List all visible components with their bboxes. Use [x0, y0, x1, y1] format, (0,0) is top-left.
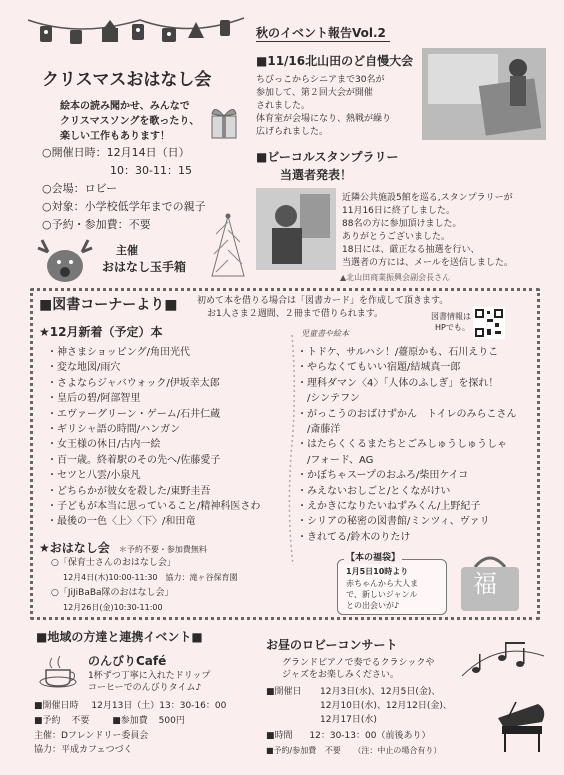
book-item: ・かぼちゃスープのおふろ/柴田ケイコ — [297, 470, 469, 482]
library-intro-2: お1人さま２週間、２冊まで借りられます。 — [207, 309, 384, 319]
coffee-cup-icon — [38, 652, 82, 692]
lucky-bag-title: 【本の福袋】 — [346, 553, 401, 563]
qr-label-1: 図書情報は — [431, 312, 471, 321]
christmas-organizer-label: 主催 — [116, 244, 138, 257]
lucky-bag-text-1: 1月5日10時より — [346, 567, 409, 576]
book-item: ・女王様の休日/古内一絵 — [47, 439, 161, 451]
cafe-organizer: 主催：Dフレンドリー委員会 — [34, 731, 149, 741]
concert-desc-1: グランドピアノで奏でるクラシックや — [282, 658, 435, 668]
book-item: ・皇后の碧/阿部智里 — [47, 393, 141, 405]
music-notes-icon — [458, 636, 548, 692]
concert-desc-2: ジャズをお楽しみください。 — [282, 670, 399, 680]
event1-title: ■11/16北山田のど自慢大会 — [256, 54, 414, 68]
cafe-date-label: ■開催日時 — [34, 701, 79, 711]
event2-text-3: 88名の方に参加頂けました。 — [342, 219, 462, 229]
piano-icon — [494, 696, 548, 758]
concert-date-3: 12月17日(水) — [320, 715, 377, 725]
book-item: ・エヴァーグリーン・ゲーム/石井仁蔵 — [47, 408, 221, 420]
event2-text-5: 18日には、厳正なる抽選を行い、 — [342, 245, 480, 255]
christmas-title: クリスマスおはなし会 — [42, 70, 212, 90]
christmas-fee: ○予約・参加費：不要 — [42, 218, 151, 231]
event1-text-5: 広げられました。 — [256, 127, 329, 137]
book-item: ・理科ダマン〈4〉「人体のふしぎ」を探れ！ — [297, 377, 499, 389]
lucky-bag-text-2: 赤ちゃんから大人ま — [346, 579, 418, 588]
book-item: ・ギリシャ語の時間/ハンガン — [47, 424, 181, 436]
cafe-reserve — [34, 715, 185, 727]
book-item: ・はたらくくるまたちとごみしゅうしゅうしゃ — [297, 439, 507, 451]
book-item: /シンテフン — [297, 393, 360, 405]
christmas-section — [20, 8, 252, 290]
concert-fee — [266, 745, 441, 756]
event1-text-2: 参加して、第２回大会が開催 — [256, 88, 373, 98]
book-item: ・えかきになりたいねずみくん/上野紀子 — [297, 501, 481, 513]
book-item: /斎藤洋 — [297, 424, 341, 436]
book-item: ・最後の一色〈上〉〈下〉/和田竜 — [47, 516, 196, 528]
book-item: ・セツと八雲/小泉凡 — [47, 470, 141, 482]
cafe-date-value: 12月13日（土）13：30-16：00 — [91, 701, 227, 711]
concert-time-value: 12：30-13：00（前後あり） — [309, 731, 431, 741]
event1-text-3: されました。 — [256, 101, 311, 111]
community-header: ■地域の方達と連携イベント■ — [36, 630, 203, 644]
book-item: ・シリアの秘密の図書館/ミンツィ、ヴァリ — [297, 516, 490, 528]
qr-code-icon[interactable] — [473, 307, 505, 339]
lucky-bag-text-3: で、新しいジャンル — [346, 590, 418, 599]
concert-section — [262, 626, 552, 772]
book-item: ・きれてる/鈴木のりたけ — [297, 531, 411, 543]
left-book-list — [47, 345, 260, 530]
library-section — [30, 288, 540, 620]
event2-text-1: 近隣公共施設5館を巡る,スタンプラリーが — [342, 193, 513, 203]
library-header: ■図書コーナーより■ — [39, 297, 178, 313]
cafe-fee-value: 500円 — [158, 716, 185, 726]
christmas-date: ○開催日時：12月14日（日） — [42, 146, 190, 159]
cafe-title: のんびりCafé — [88, 654, 167, 668]
session2-name: ○「JiJiBaBa隊のおはなし会」 — [51, 588, 174, 598]
cafe-desc-2: コーヒーでのんびりタイム♪ — [88, 683, 202, 693]
book-item: ・子どもが本当に思っていること/精神科医さわ — [47, 501, 261, 513]
credit-text: 北山田商業振興会副会長さん — [346, 273, 451, 282]
right-book-list — [297, 345, 517, 545]
book-item: ・どちらかが彼女を殺した/東野圭吾 — [47, 485, 211, 497]
session1-name: ○「保育士さんのおはなし会」 — [51, 558, 176, 568]
concert-time — [266, 730, 430, 742]
book-item: ・みえないおしごと/とくながけい — [297, 485, 451, 497]
cafe-cooperation: 協力：平成カフェつづく — [34, 745, 133, 755]
qr-label-2: HPでも。 — [435, 323, 470, 332]
storytime-title: ★おはなし会 — [39, 541, 110, 555]
kids-label: 児童書や絵本 — [301, 329, 349, 338]
event2-text-4: ありがとうございました。 — [342, 232, 451, 242]
book-item: ・さよならジャバウォック/伊坂幸太郎 — [47, 377, 220, 389]
lucky-bag-callout — [337, 553, 447, 615]
concert-fee-value: 不要 — [324, 746, 341, 755]
book-item: ・百一歳。終着駅のその先へ/佐藤愛子 — [47, 454, 221, 466]
event2-title-1: ■ビーコルスタンプラリー — [256, 150, 399, 164]
reindeer-icon — [34, 234, 96, 286]
event2-text-2: 11月16日に終了しました。 — [342, 206, 455, 216]
event2-title-2: 当選者発表！ — [280, 168, 353, 182]
autumn-section — [252, 8, 552, 290]
lucky-bag-kanji: 福 — [473, 570, 497, 598]
concert-header: お昼のロビーコンサート — [266, 638, 398, 652]
christmas-desc-2: クリスマスソングを歌ったり、 — [60, 116, 200, 127]
session1-time: 12月4日(木)10:00-11:30 協力：滝ヶ谷保育園 — [63, 573, 238, 582]
christmas-time: 10：30-11：15 — [110, 164, 192, 177]
gift-icon — [206, 102, 242, 142]
library-intro-1: 初めて本を借りる場合は「図書カード」を作成して頂きます。 — [197, 296, 449, 306]
community-section — [30, 626, 258, 772]
cafe-desc-1: 1杯ずつ丁寧に入れたドリップ — [88, 671, 211, 681]
event2-text-6: 当選者の方には、メールを送信しました。 — [342, 258, 513, 268]
book-item: ・トドケ、サルハシ！/薹原かも、石川えりこ — [297, 347, 499, 358]
christmas-place: ○会場：ロビー — [42, 182, 118, 195]
event1-text-1: ちびっこからシニアまで30名が — [256, 75, 385, 85]
christmas-desc-1: 絵本の読み聞かせ、みんなで — [60, 101, 190, 112]
new-books-title: ★12月新着（予定）本 — [39, 325, 163, 339]
book-item: ・神さまショッピング/角田光代 — [47, 347, 190, 358]
storytime-heading — [39, 537, 207, 556]
book-item: ・変な地図/雨穴 — [47, 362, 121, 374]
storytime-note: ＊予約不要・参加費無料 — [118, 545, 207, 554]
concert-fee-note: （注：中止の場合有り） — [353, 746, 442, 755]
christmas-tree-icon — [208, 212, 248, 284]
autumn-header: 秋のイベント報告Vol.2 — [256, 26, 390, 42]
cafe-fee-label: ■参加費 — [112, 716, 148, 726]
christmas-target: ○対象：小学校低学年までの親子 — [42, 200, 206, 213]
christmas-garland-icon — [20, 8, 252, 56]
book-item: /フォード、AG — [297, 454, 374, 466]
concert-date-2: 12月10日(水)、12月12日(金)、 — [320, 701, 452, 711]
christmas-organizer: おはなし玉手箱 — [102, 260, 187, 274]
event2-photo — [256, 188, 336, 270]
book-item: ・やらなくてもいい宿題/結城真一郎 — [297, 362, 461, 374]
session2-time: 12月26日(金)10:30-11:00 — [63, 603, 163, 612]
cafe-date — [34, 700, 226, 712]
concert-time-label: ■時間 — [266, 731, 293, 741]
concert-date-1: 12月3日(水)、12月5日(金)、 — [320, 687, 441, 697]
lucky-bag-text-4: との出会いが♪ — [346, 601, 400, 610]
christmas-desc-3: 楽しい工作もあります！ — [60, 131, 170, 142]
concert-fee-label: ■予約/参加費 — [266, 746, 317, 755]
book-item: ・がっこうのおばけずかん トイレのみらこさん — [297, 408, 517, 420]
event2-credit: ▲北山田商業振興会副会長さん — [340, 273, 451, 282]
event1-photo — [422, 48, 546, 140]
cafe-reserve-label: ■予約 — [34, 716, 61, 726]
concert-date-label: ■開催日 — [266, 687, 302, 697]
cafe-reserve-value: 不要 — [71, 716, 90, 726]
event1-text-4: 体育室が会場になり、熱戦が繰り — [256, 114, 392, 124]
